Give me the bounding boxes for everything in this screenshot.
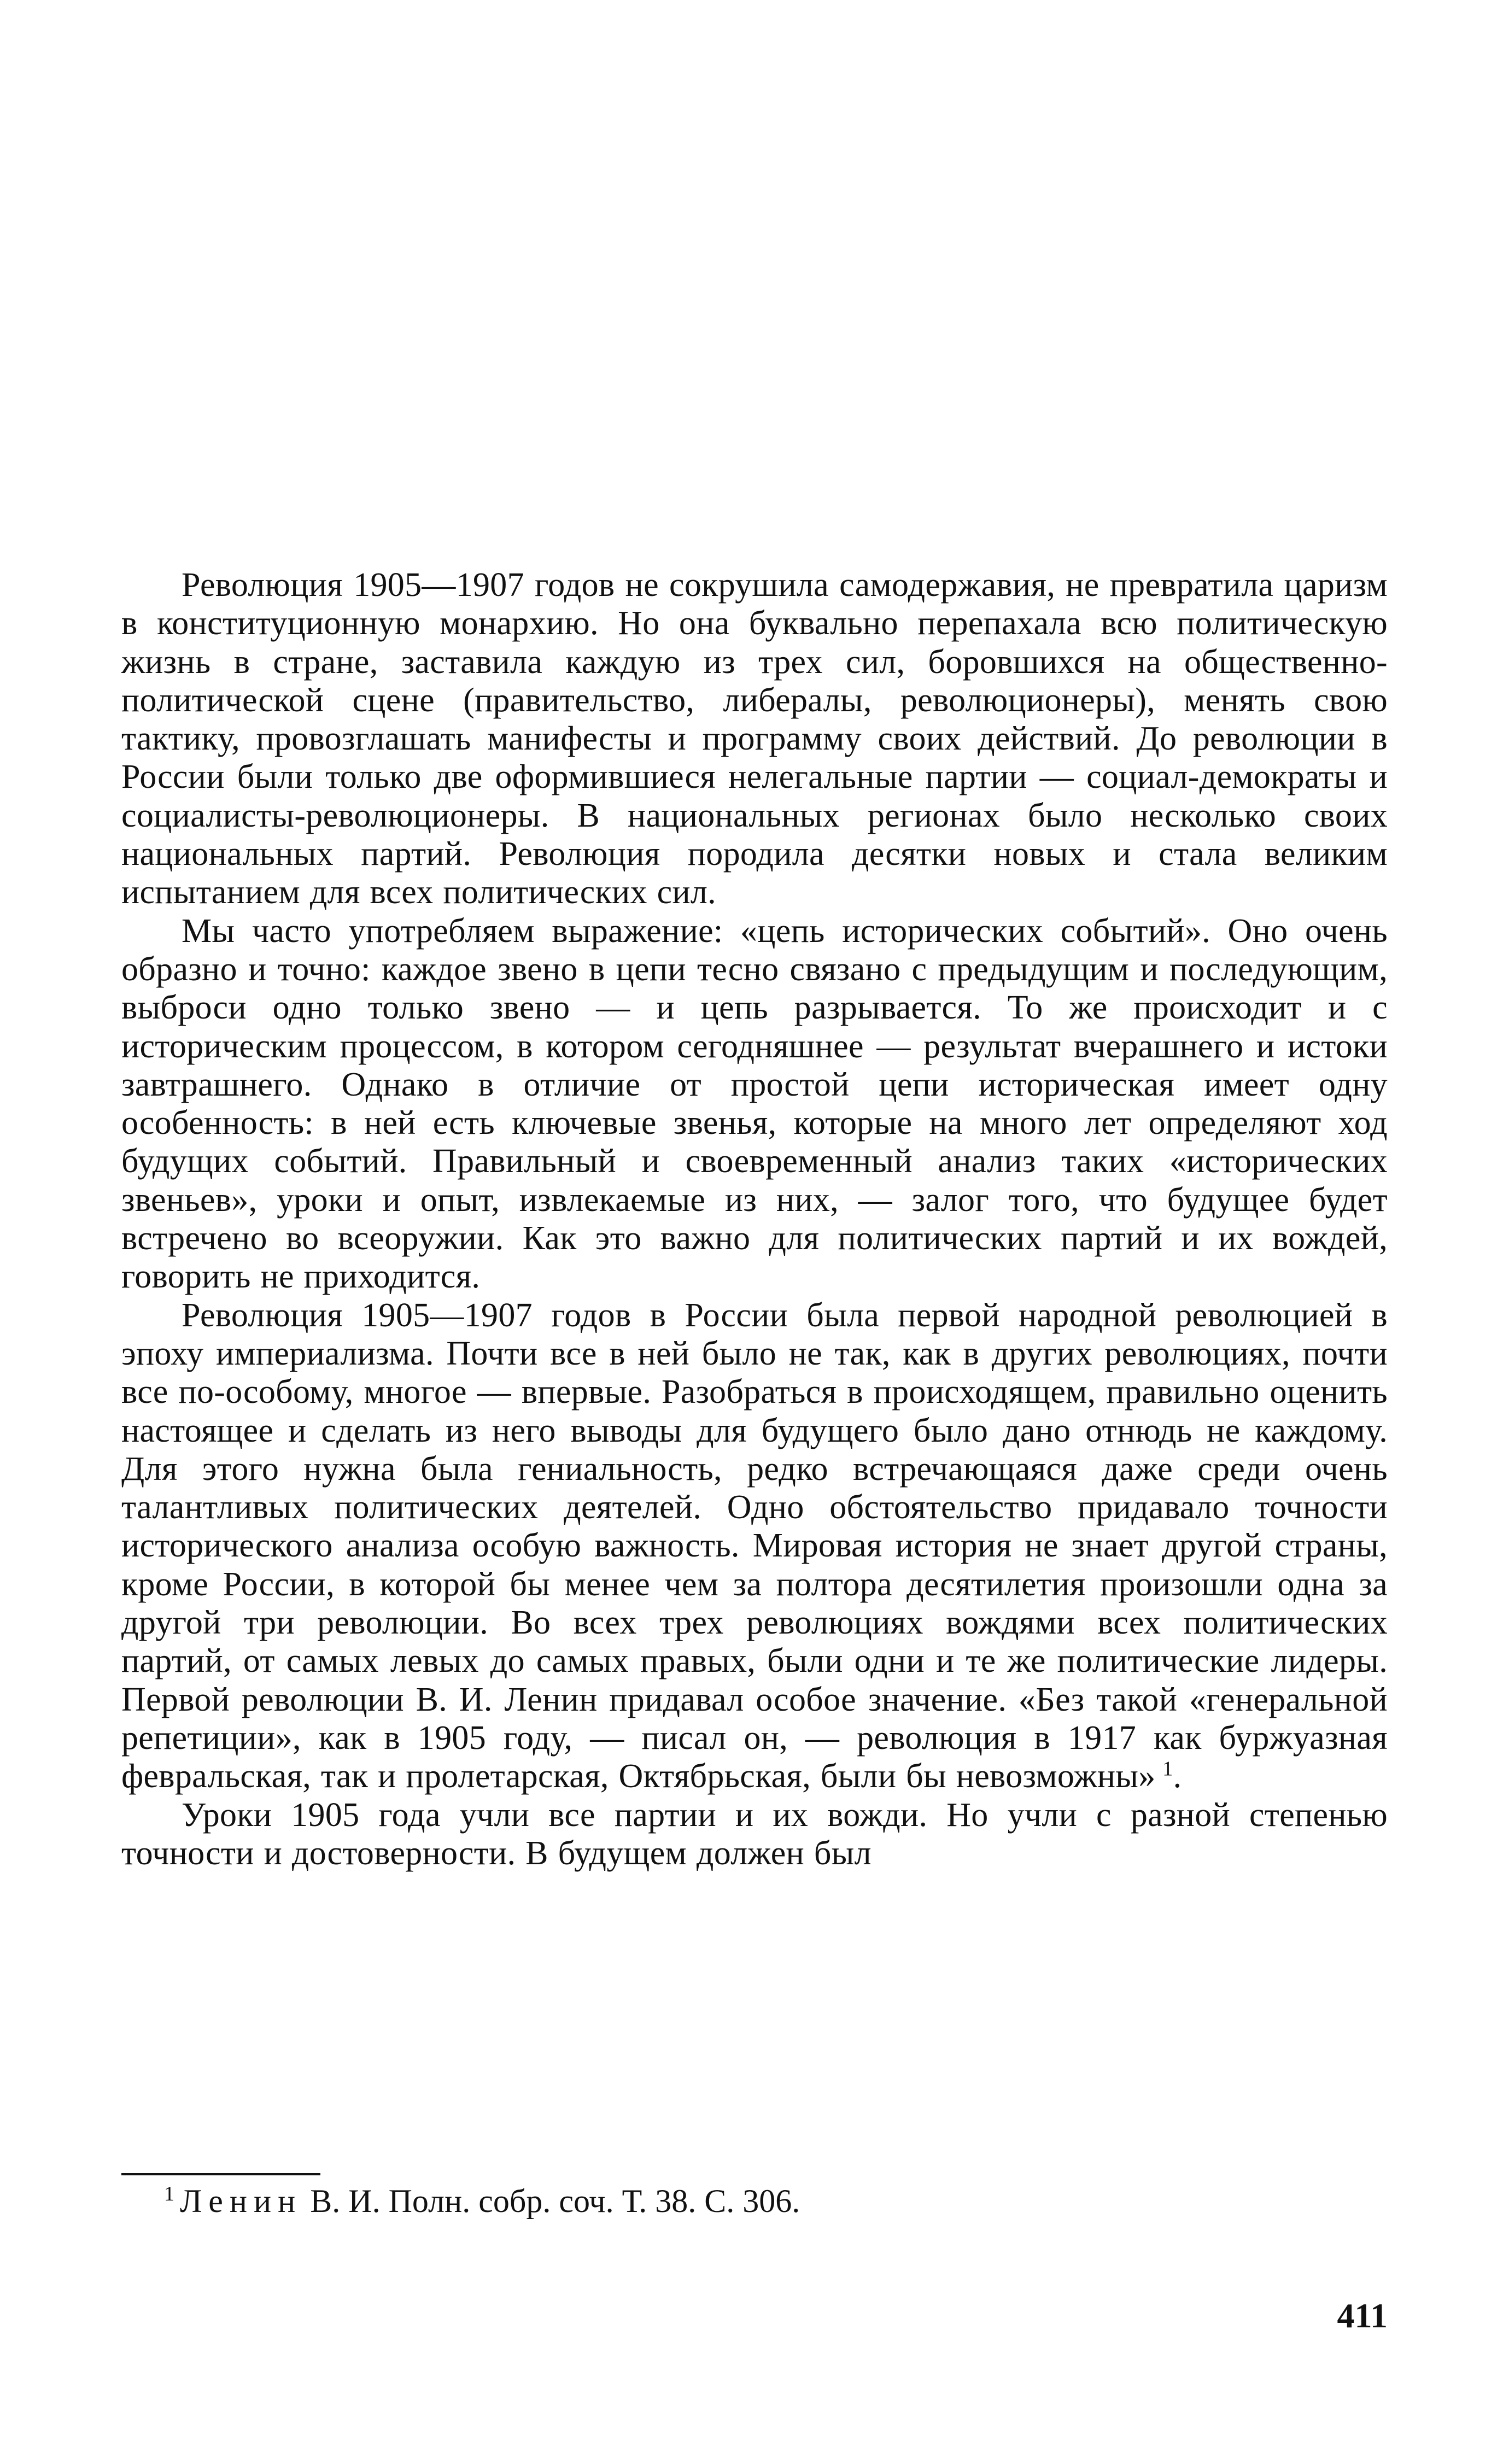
body-text [121, 566, 1388, 1872]
paragraph-1: Революция 1905—1907 годов не сокрушила самодержавия, не превратила царизм в конституционную монархию. Но она буквально перепахала всю политическую жизнь в стране, заставила каждую из трех сил, боровшихся на общественно-политической сцене (правительство, либералы, революционеры), менять свою тактику, провозглашать манифесты и программу своих действий. До революции в России были только две оформившиеся нелегальные партии — социал-демократы и социалисты-революционеры. В национальных регионах было несколько своих национальных партий. Революция породила десятки новых и стала великим испытанием для всех политических сил. [121, 566, 1388, 911]
footnote-reference: 1 [1162, 1757, 1173, 1781]
paragraph-3-text: Революция 1905—1907 годов в России была первой народной революцией в эпоху империализма. Почти все в ней было не так, как в других революциях, почти все по-особому, многое — впервые. Разобраться в происходящем, правильно оценить настоящее и сделать из него выводы для будущего было дано отнюдь не каждому. Для этого нужна была гениальность, редко встречающаяся даже среди очень талантливых политических деятелей. Одно обстоятельство придавало точности исторического анализа особую важность. Мировая история не знает другой страны, кроме России, в которой бы менее чем за полтора десятилетия произошли одна за другой три революции. Во всех трех революциях вождями всех политических партий, от самых левых до самых правых, были одни и те же политические лидеры. Первой революции В. И. Ленин придавал особое значение. «Без такой «генеральной репетиции», как в 1905 году, — писал он, — революция в 1917 как буржуазная февральская, так и пролетарская, Октябрьская, были бы невозможны» [121, 1296, 1388, 1795]
footnote-marker: 1 [164, 2182, 174, 2205]
footnote-text: В. И. Полн. собр. соч. Т. 38. С. 306. [310, 2183, 800, 2219]
footnote-author: Ленин [180, 2183, 302, 2219]
paragraph-3: Революция 1905—1907 годов в России была первой народной революцией в эпоху империализма. Почти все в ней было не так, как в других революциях, почти все по-особому, многое — впервые. Разобраться в происходящем, правильно оценить настоящее и сделать из него выводы для будущего было дано отнюдь не каждому. Для этого нужна была гениальность, редко встречающаяся даже среди очень талантливых политических деятелей. Одно обстоятельство придавало точности исторического анализа особую важность. Мировая история не знает другой страны, кроме России, в которой бы менее чем за полтора десятилетия произошли одна за другой три революции. Во всех трех революциях вождями всех политических партий, от самых левых до самых правых, были одни и те же политические лидеры. Первой революции В. И. Ленин придавал особое значение. «Без такой «генеральной репетиции», как в 1905 году, — писал он, — революция в 1917 как буржуазная февральская, так и пролетарская, Октябрьская, были бы невозможны» $^1$. [121, 1296, 1388, 1795]
paragraph-4: Уроки 1905 года учли все партии и их вожди. Но учли с разной степенью точности и достоверности. В будущем должен был [121, 1796, 1388, 1872]
footnote-divider [121, 2173, 320, 2175]
paragraph-2: Мы часто употребляем выражение: «цепь исторических событий». Оно очень образно и точно: каждое звено в цепи тесно связано с предыдущим и последующим, выброси одно только звено — и цепь разрывается. То же происходит и с историческим процессом, в котором сегодняшнее — результат вчерашнего и истоки завтрашнего. Однако в отличие от простой цепи историческая имеет одну особенность: в ней есть ключевые звенья, которые на много лет определяют ход будущих событий. Правильный и своевременный анализ таких «исторических звеньев», уроки и опыт, извлекаемые из них, — залог того, что будущее будет встречено во всеоружии. Как это важно для политических партий и их вождей, говорить не приходится. [121, 912, 1388, 1296]
page-number: 411 [1337, 2296, 1388, 2335]
footnote [164, 2181, 1367, 2221]
